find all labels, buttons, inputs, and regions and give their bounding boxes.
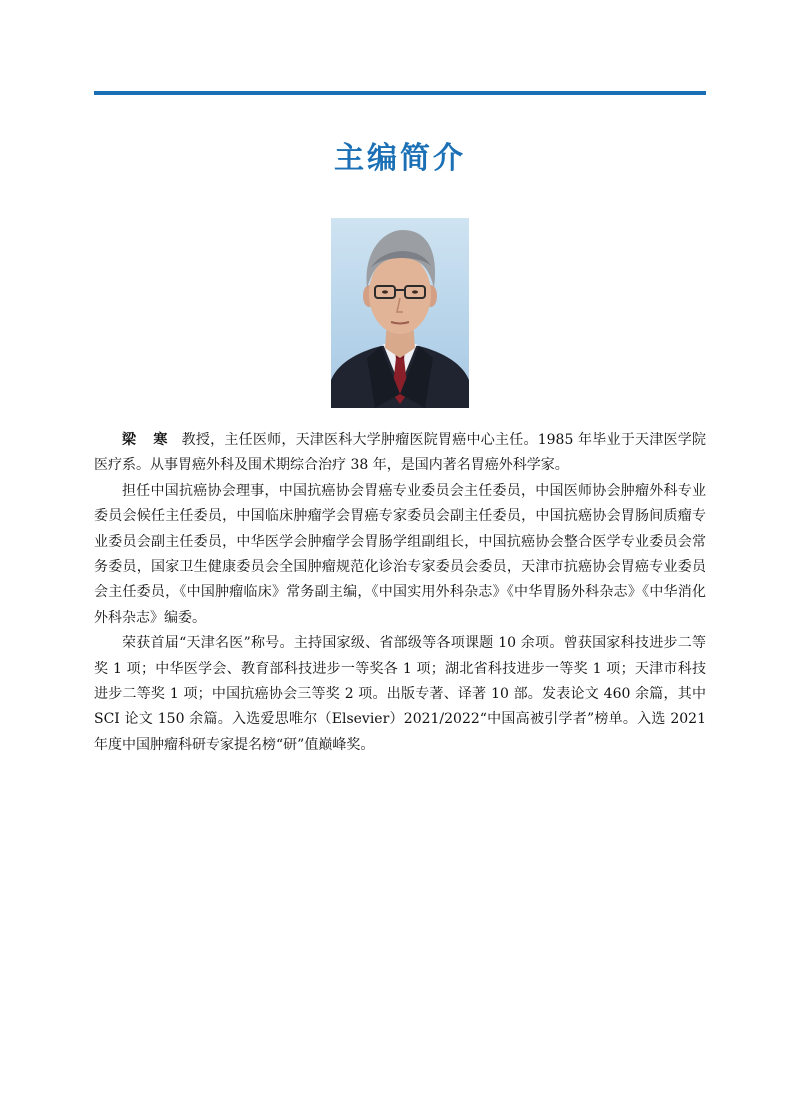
top-rule <box>94 91 706 95</box>
page-title: 主编简介 <box>334 141 466 176</box>
bio-paragraph: 担任中国抗癌协会理事，中国抗癌协会胃癌专业委员会主任委员，中国医师协会肿瘤外科专业委员会候任主任委员，中国临床肿瘤学会胃癌专家委员会副主任委员，中国抗癌协会胃肠间质瘤专业委员会副主任委员，中华医学会肿瘤学会胃肠学组副组长，中国抗癌协会整合医学专业委员会常务委员，国家卫生健康委员会全国肿瘤规范化诊治专家委员会委员，天津市抗癌协会胃癌专业委员会主任委员，《中国肿瘤临床》常务副主编，《中国实用外科杂志》《中华胃肠外科杂志》《中华消化外科杂志》编委。 <box>94 482 706 626</box>
portrait-illustration <box>331 218 469 408</box>
author-name: 梁 寒 <box>122 432 174 448</box>
bio-paragraph-text: 教授，主任医师，天津医科大学肿瘤医院胃癌中心主任。1985 年毕业于天津医学院医疗系。从事胃癌外科及围术期综合治疗 38 年，是国内著名胃癌外科学家。 <box>94 432 706 474</box>
bio-section <box>94 428 706 758</box>
portrait-photo <box>331 218 469 408</box>
bio-paragraph: 荣获首届“天津名医”称号。主持国家级、省部级等各项课题 10 余项。曾获国家科技进步二等奖 1 项；中华医学会、教育部科技进步一等奖各 1 项；湖北省科技进步一等奖 1 项；天津市科技进步二等奖 1 项；中国抗癌协会三等奖 2 项。出版专著、译著 10 部。发表论文 460 余篇，其中 SCI 论文 150 余篇。入选爱思唯尔（Elsevier）2021/2022“中国高被引学者”榜单。入选 2021 年度中国肿瘤科研专家提名榜“研”值巅峰奖。 <box>94 635 706 753</box>
bio-paragraph <box>94 428 706 479</box>
